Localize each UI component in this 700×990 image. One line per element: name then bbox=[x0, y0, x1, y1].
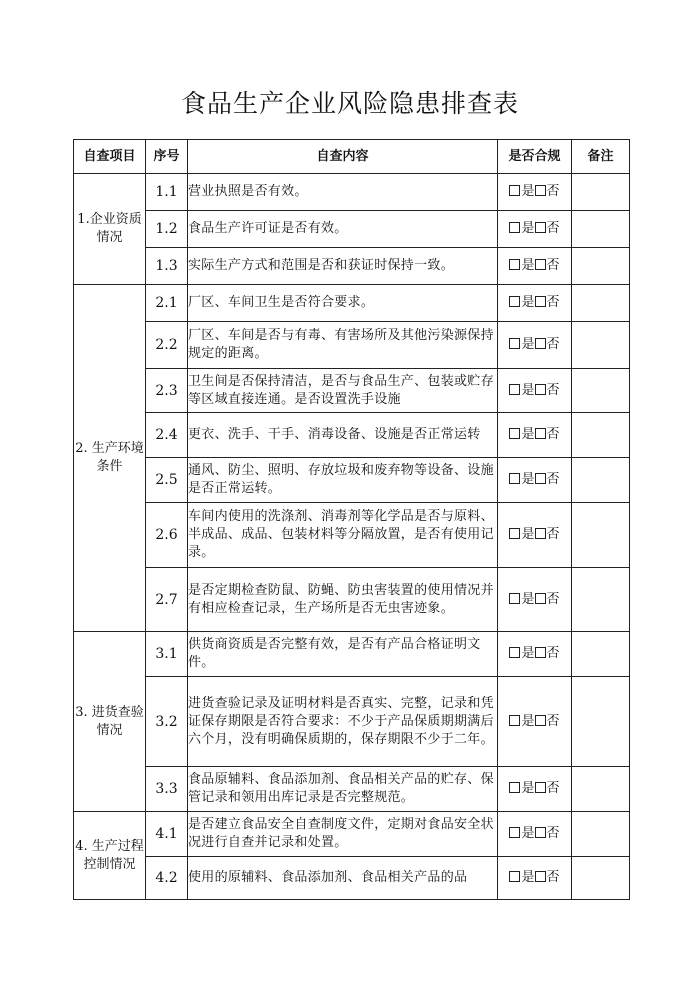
item-number: 1.1 bbox=[146, 174, 188, 211]
yes-label: 是 bbox=[521, 646, 535, 661]
item-number: 4.2 bbox=[146, 857, 188, 900]
category-cell: 4. 生产过程控制情况 bbox=[74, 812, 146, 900]
no-label: 否 bbox=[546, 382, 560, 398]
compliance-cell bbox=[498, 767, 572, 812]
yes-label: 是 bbox=[521, 184, 535, 199]
compliance-cell bbox=[498, 322, 572, 369]
yes-label: 是 bbox=[521, 527, 535, 542]
no-checkbox[interactable] bbox=[535, 782, 546, 793]
item-number: 3.3 bbox=[146, 767, 188, 812]
header-remark: 备注 bbox=[572, 140, 630, 174]
yes-label: 是 bbox=[521, 295, 535, 310]
item-content: 通风、防尘、照明、存放垃圾和废弃物等设备、设施是否正常运转。 bbox=[188, 458, 498, 503]
no-label: 否 bbox=[546, 221, 560, 236]
no-label: 否 bbox=[546, 870, 560, 885]
header-number: 序号 bbox=[146, 140, 188, 174]
no-checkbox[interactable] bbox=[535, 827, 546, 838]
remark-cell[interactable] bbox=[572, 632, 630, 677]
no-checkbox[interactable] bbox=[535, 715, 546, 726]
no-checkbox[interactable] bbox=[535, 185, 546, 196]
no-label: 否 bbox=[546, 591, 560, 607]
compliance-cell bbox=[498, 568, 572, 632]
table-header-row bbox=[74, 140, 630, 174]
yes-checkbox[interactable] bbox=[509, 428, 520, 439]
no-label: 否 bbox=[546, 337, 560, 352]
yes-checkbox[interactable] bbox=[509, 647, 520, 658]
table-row bbox=[74, 677, 630, 767]
compliance-cell bbox=[498, 285, 572, 322]
yes-label: 是 bbox=[521, 781, 535, 796]
yes-label: 是 bbox=[521, 337, 535, 352]
yes-checkbox[interactable] bbox=[509, 593, 520, 604]
yes-checkbox[interactable] bbox=[509, 296, 520, 307]
item-number: 2.2 bbox=[146, 322, 188, 369]
no-label: 否 bbox=[546, 646, 560, 661]
table-row bbox=[74, 458, 630, 503]
yes-checkbox[interactable] bbox=[509, 259, 520, 270]
table-row bbox=[74, 503, 630, 568]
item-number: 2.4 bbox=[146, 413, 188, 458]
yes-checkbox[interactable] bbox=[509, 338, 520, 349]
item-content: 实际生产方式和范围是否和获证时保持一致。 bbox=[188, 248, 498, 285]
item-number: 2.3 bbox=[146, 369, 188, 413]
yes-label: 是 bbox=[521, 427, 535, 442]
remark-cell[interactable] bbox=[572, 174, 630, 211]
header-category: 自查项目 bbox=[74, 140, 146, 174]
item-content: 是否定期检查防鼠、防蝇、防虫害装置的使用情况并有相应检查记录，生产场所是否无虫害迹象。 bbox=[188, 568, 498, 632]
no-checkbox[interactable] bbox=[535, 593, 546, 604]
no-checkbox[interactable] bbox=[535, 871, 546, 882]
remark-cell[interactable] bbox=[572, 812, 630, 857]
document-title: 食品生产企业风险隐患排查表 bbox=[180, 89, 519, 118]
yes-checkbox[interactable] bbox=[509, 185, 520, 196]
remark-cell[interactable] bbox=[572, 458, 630, 503]
no-checkbox[interactable] bbox=[535, 428, 546, 439]
self-inspection-table bbox=[73, 139, 630, 900]
compliance-cell bbox=[498, 812, 572, 857]
item-content: 是否建立食品安全自查制度文件，定期对食品安全状况进行自查并记录和处置。 bbox=[188, 812, 498, 857]
no-label: 否 bbox=[546, 527, 560, 542]
remark-cell[interactable] bbox=[572, 248, 630, 285]
remark-cell[interactable] bbox=[572, 285, 630, 322]
yes-label: 是 bbox=[521, 382, 535, 398]
item-number: 2.5 bbox=[146, 458, 188, 503]
no-label: 否 bbox=[546, 472, 560, 487]
remark-cell[interactable] bbox=[572, 677, 630, 767]
item-number: 4.1 bbox=[146, 812, 188, 857]
item-content: 厂区、车间卫生是否符合要求。 bbox=[188, 285, 498, 322]
yes-checkbox[interactable] bbox=[509, 384, 520, 395]
yes-checkbox[interactable] bbox=[509, 782, 520, 793]
item-content: 营业执照是否有效。 bbox=[188, 174, 498, 211]
category-cell: 2. 生产环境条件 bbox=[74, 285, 146, 632]
item-content: 使用的原辅料、食品添加剂、食品相关产品的品 bbox=[188, 857, 498, 900]
item-content: 车间内使用的洗涤剂、消毒剂等化学品是否与原料、半成品、成品、包装材料等分隔放置，是否有使用记录。 bbox=[188, 503, 498, 568]
remark-cell[interactable] bbox=[572, 767, 630, 812]
compliance-cell bbox=[498, 248, 572, 285]
remark-cell[interactable] bbox=[572, 211, 630, 248]
yes-checkbox[interactable] bbox=[509, 473, 520, 484]
no-checkbox[interactable] bbox=[535, 384, 546, 395]
table-row bbox=[74, 285, 630, 322]
table-row bbox=[74, 632, 630, 677]
table-row bbox=[74, 248, 630, 285]
compliance-cell bbox=[498, 857, 572, 900]
category-cell: 1.企业资质情况 bbox=[74, 174, 146, 285]
compliance-cell bbox=[498, 632, 572, 677]
compliance-cell bbox=[498, 413, 572, 458]
no-label: 否 bbox=[546, 826, 560, 841]
no-label: 否 bbox=[546, 258, 560, 273]
compliance-cell bbox=[498, 211, 572, 248]
table-body bbox=[74, 174, 630, 900]
yes-label: 是 bbox=[521, 713, 535, 729]
item-content: 供货商资质是否完整有效，是否有产品合格证明文件。 bbox=[188, 632, 498, 677]
category-cell: 3. 进货查验情况 bbox=[74, 632, 146, 812]
no-checkbox[interactable] bbox=[535, 338, 546, 349]
item-number: 2.6 bbox=[146, 503, 188, 568]
yes-label: 是 bbox=[521, 591, 535, 607]
item-number: 2.1 bbox=[146, 285, 188, 322]
yes-label: 是 bbox=[521, 870, 535, 885]
yes-checkbox[interactable] bbox=[509, 222, 520, 233]
compliance-cell bbox=[498, 677, 572, 767]
no-label: 否 bbox=[546, 295, 560, 310]
no-checkbox[interactable] bbox=[535, 259, 546, 270]
yes-checkbox[interactable] bbox=[509, 871, 520, 882]
table-row bbox=[74, 369, 630, 413]
yes-label: 是 bbox=[521, 826, 535, 841]
no-checkbox[interactable] bbox=[535, 222, 546, 233]
table-row bbox=[74, 568, 630, 632]
compliance-cell bbox=[498, 174, 572, 211]
yes-checkbox[interactable] bbox=[509, 827, 520, 838]
table-row bbox=[74, 767, 630, 812]
header-compliance: 是否合规 bbox=[498, 140, 572, 174]
table-row bbox=[74, 322, 630, 369]
remark-cell[interactable] bbox=[572, 857, 630, 900]
table-row bbox=[74, 413, 630, 458]
item-content: 进货查验记录及证明材料是否真实、完整，记录和凭证保存期限是否符合要求：不少于产品保质期期满后六个月，没有明确保质期的，保存期限不少于二年。 bbox=[188, 677, 498, 767]
item-content: 食品生产许可证是否有效。 bbox=[188, 211, 498, 248]
remark-cell[interactable] bbox=[572, 413, 630, 458]
no-checkbox[interactable] bbox=[535, 647, 546, 658]
item-content: 卫生间是否保持清洁，是否与食品生产、包装或贮存等区域直接连通。是否设置洗手设施 bbox=[188, 369, 498, 413]
no-checkbox[interactable] bbox=[535, 296, 546, 307]
remark-cell[interactable] bbox=[572, 369, 630, 413]
no-label: 否 bbox=[546, 713, 560, 729]
table-row bbox=[74, 211, 630, 248]
compliance-cell bbox=[498, 458, 572, 503]
table-row bbox=[74, 857, 630, 900]
item-content: 更衣、洗手、干手、消毒设备、设施是否正常运转 bbox=[188, 413, 498, 458]
no-checkbox[interactable] bbox=[535, 473, 546, 484]
compliance-cell bbox=[498, 503, 572, 568]
item-content: 厂区、车间是否与有毒、有害场所及其他污染源保持规定的距离。 bbox=[188, 322, 498, 369]
yes-label: 是 bbox=[521, 258, 535, 273]
no-checkbox[interactable] bbox=[535, 528, 546, 539]
yes-checkbox[interactable] bbox=[509, 715, 520, 726]
header-content: 自查内容 bbox=[188, 140, 498, 174]
item-content: 食品原辅料、食品添加剂、食品相关产品的贮存、保管记录和领用出库记录是否完整规范。 bbox=[188, 767, 498, 812]
item-number: 3.1 bbox=[146, 632, 188, 677]
item-number: 2.7 bbox=[146, 568, 188, 632]
no-label: 否 bbox=[546, 184, 560, 199]
remark-cell[interactable] bbox=[572, 322, 630, 369]
yes-label: 是 bbox=[521, 472, 535, 487]
no-label: 否 bbox=[546, 781, 560, 796]
no-label: 否 bbox=[546, 427, 560, 442]
item-number: 3.2 bbox=[146, 677, 188, 767]
table-row bbox=[74, 812, 630, 857]
remark-cell[interactable] bbox=[572, 503, 630, 568]
table-row bbox=[74, 174, 630, 211]
item-number: 1.3 bbox=[146, 248, 188, 285]
yes-label: 是 bbox=[521, 221, 535, 236]
item-number: 1.2 bbox=[146, 211, 188, 248]
compliance-cell bbox=[498, 369, 572, 413]
yes-checkbox[interactable] bbox=[509, 528, 520, 539]
remark-cell[interactable] bbox=[572, 568, 630, 632]
